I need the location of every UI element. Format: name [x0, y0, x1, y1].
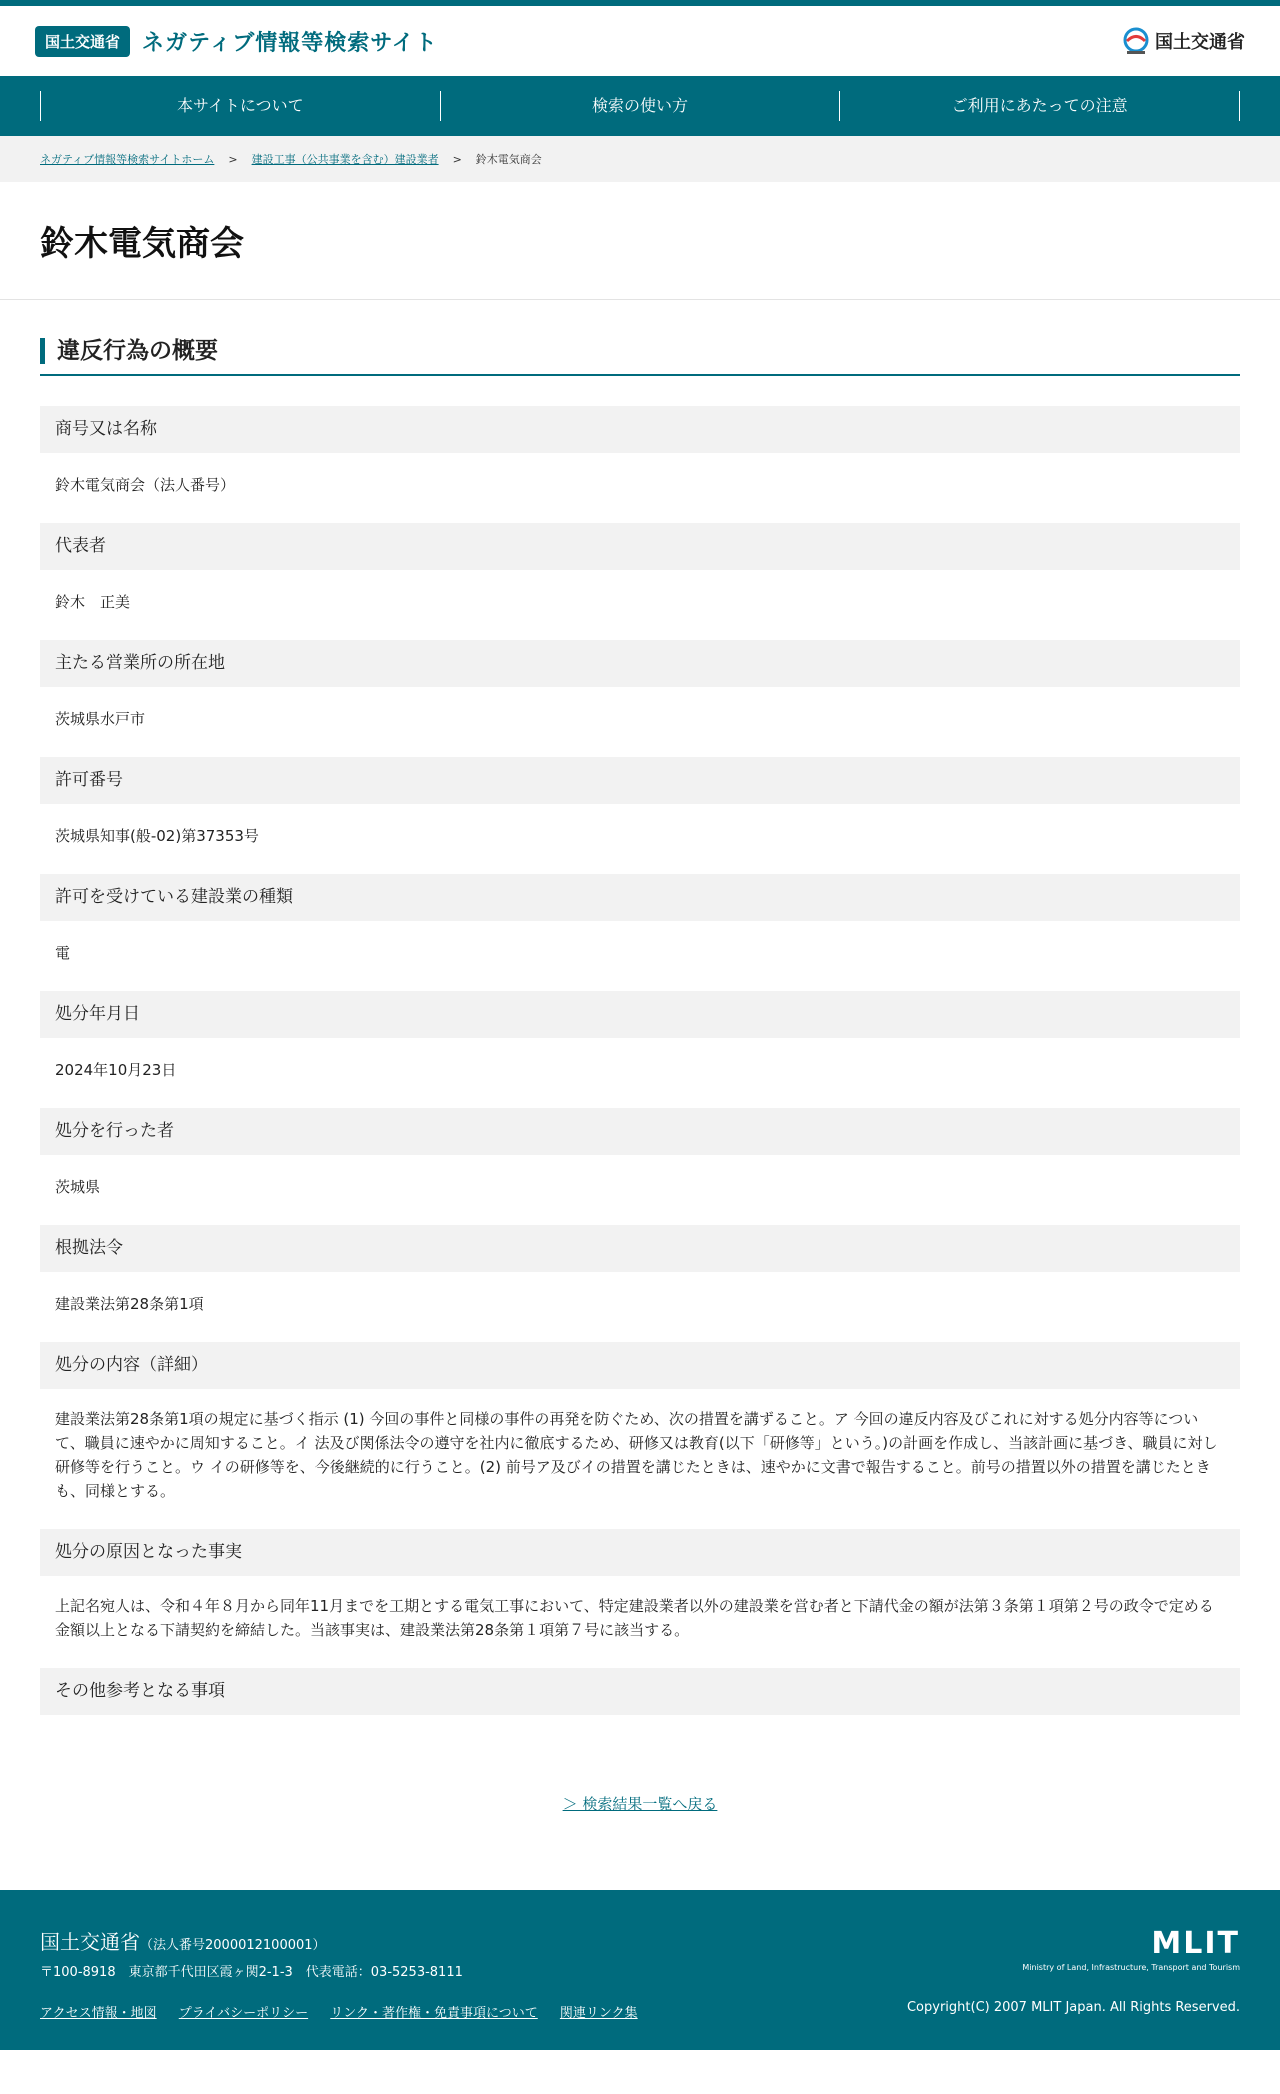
- field-label-cause-facts: 処分の原因となった事実: [40, 1529, 1240, 1576]
- ministry-logo[interactable]: [1121, 26, 1245, 56]
- footer-org-name: 国土交通省: [40, 1930, 140, 1954]
- field-value-disposing-authority: 茨城県: [55, 1178, 101, 1196]
- site-title: ネガティブ情報等検索サイト: [142, 30, 438, 56]
- global-nav: [0, 76, 1280, 136]
- footer-address: 〒100-8918 東京都千代田区霞ヶ関2-1-3 代表電話：03-5253-8111: [40, 1965, 463, 1980]
- breadcrumb-separator: >: [452, 152, 462, 166]
- field-value-legal-basis: 建設業法第28条第1項: [55, 1295, 204, 1313]
- field-label-representative: 代表者: [40, 523, 1240, 570]
- field-value-business-type: 電: [55, 944, 71, 962]
- field-label-other-notes: その他参考となる事項: [40, 1668, 1240, 1715]
- field-value-office-location: 茨城県水戸市: [55, 710, 146, 728]
- site-header: [0, 6, 1280, 76]
- field-label-company-name: 商号又は名称: [40, 406, 1240, 453]
- mlit-logo-subtitle: Ministry of Land, Infrastructure, Transport and Tourism: [1022, 1963, 1240, 1972]
- field-label-business-type: 許可を受けている建設業の種類: [40, 874, 1240, 921]
- breadcrumb: [0, 136, 1280, 182]
- footer-link-access[interactable]: アクセス情報・地図: [40, 2006, 157, 2021]
- ministry-emblem-icon: [1121, 26, 1151, 56]
- field-value-license-number: 茨城県知事(般-02)第37353号: [55, 827, 259, 845]
- footer-corp-number: （法人番号2000012100001）: [140, 1938, 326, 1953]
- nav-item-notes[interactable]: ご利用にあたっての注意: [839, 91, 1240, 121]
- heading-divider: [40, 374, 1240, 376]
- section-heading: 違反行為の概要: [40, 338, 1240, 364]
- back-link-area: [40, 1793, 1240, 1814]
- back-to-results-link[interactable]: ＞ 検索結果一覧へ戻る: [562, 1795, 718, 1813]
- field-label-disposition-date: 処分年月日: [40, 991, 1240, 1038]
- title-area: [0, 182, 1280, 300]
- footer-link-copyright[interactable]: リンク・著作権・免責事項について: [330, 2006, 538, 2021]
- copyright: Copyright(C) 2007 MLIT Japan. All Rights Reserved.: [906, 2000, 1240, 2015]
- field-label-disposition-details: 処分の内容（詳細）: [40, 1342, 1240, 1389]
- field-value-representative: 鈴木 正美: [55, 593, 131, 611]
- field-value-cause-facts: 上記名宛人は、令和４年８月から同年11月までを工期とする電気工事において、特定建設業者以外の建設業を営む者と下請代金の額が法第３条第１項第２号の政令で定める金額以上となる下請契約を締結した。当該事実は、建設業法第28条第１項第７号に該当する。: [55, 1597, 1214, 1639]
- field-label-office-location: 主たる営業所の所在地: [40, 640, 1240, 687]
- nav-item-about[interactable]: 本サイトについて: [40, 91, 440, 121]
- field-label-legal-basis: 根拠法令: [40, 1225, 1240, 1272]
- page-title: 鈴木電気商会: [40, 224, 244, 264]
- field-value-disposition-date: 2024年10月23日: [55, 1061, 177, 1079]
- footer-link-related[interactable]: 関連リンク集: [559, 2006, 638, 2021]
- ministry-badge: 国土交通省: [35, 26, 130, 57]
- nav-item-how-to-search[interactable]: 検索の使い方: [440, 91, 840, 121]
- footer-link-privacy[interactable]: プライバシーポリシー: [178, 2006, 309, 2021]
- ministry-logo-text: 国土交通省: [1155, 32, 1245, 53]
- field-value-disposition-details: 建設業法第28条第1項の規定に基づく指示 (1) 今回の事件と同様の事件の再発を防ぐため、次の措置を講ずること。ア 今回の違反内容及びこれに対する処分内容等について、職員に速やかに周知すること。イ 法及び関係法令の遵守を社内に徹底するため、研修又は教育(以下「研修等」という。)の計画を作成し、当該計画に基づき、職員に対し研修等を行うこと。ウ イの研修等を、今後継続的に行うこと。(2) 前号ア及びイの措置を講じたときは、速やかに文書で報告すること。前号の措置以外の措置を講じたときも、同様とする。: [55, 1410, 1218, 1500]
- main-content: [0, 300, 1280, 1814]
- footer-right: [907, 1926, 1240, 2015]
- breadcrumb-current: 鈴木電気商会: [475, 153, 542, 166]
- breadcrumb-category-link[interactable]: 建設工事（公共事業を含む）建設業者: [251, 153, 439, 166]
- site-brand[interactable]: [35, 26, 438, 57]
- field-value-company-name: 鈴木電気商会（法人番号）: [55, 476, 236, 494]
- breadcrumb-home-link[interactable]: ネガティブ情報等検索サイトホーム: [40, 153, 215, 166]
- field-label-disposing-authority: 処分を行った者: [40, 1108, 1240, 1155]
- field-label-license-number: 許可番号: [40, 757, 1240, 804]
- mlit-logo[interactable]: MLIT: [1151, 1926, 1240, 1961]
- site-footer: [0, 1890, 1280, 2050]
- breadcrumb-separator: >: [228, 152, 238, 166]
